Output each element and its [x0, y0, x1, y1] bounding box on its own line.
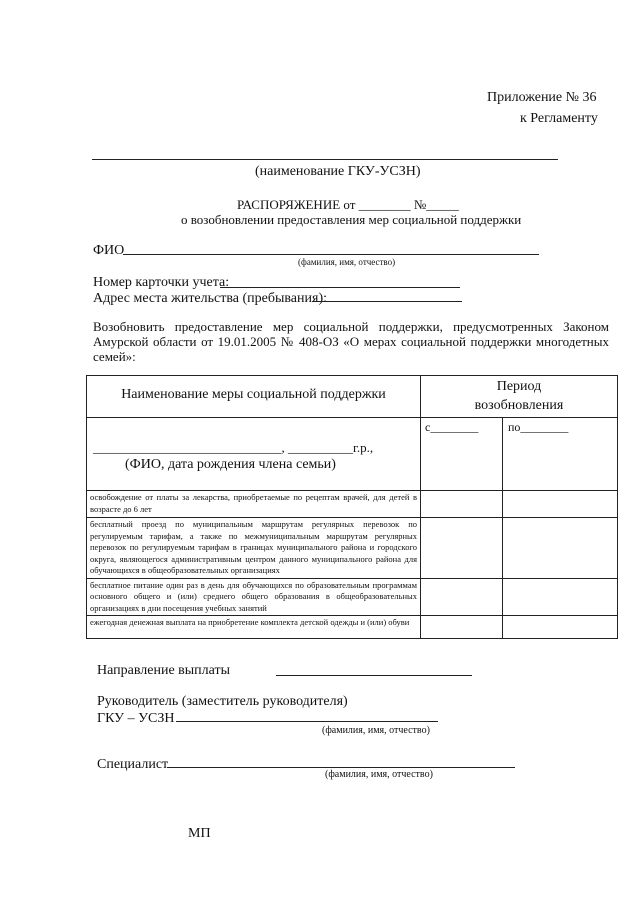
table-row	[87, 578, 618, 616]
measure-meals-to[interactable]	[503, 578, 618, 616]
payment-direction-label: Направление выплаты	[97, 663, 231, 678]
head-caption: (фамилия, имя, отчество)	[322, 725, 430, 736]
org-name-caption: (наименование ГКУ-УСЗН)	[255, 164, 421, 179]
fio-caption: (фамилия, имя, отчество)	[298, 257, 396, 267]
fio-label: ФИО	[93, 243, 125, 258]
specialist-label: Специалист	[97, 757, 169, 772]
table-row	[87, 616, 618, 639]
period-to-cell[interactable]	[503, 418, 618, 491]
measure-meals-from[interactable]	[421, 578, 503, 616]
measure-transport-to[interactable]	[503, 518, 618, 579]
table-row	[87, 518, 618, 579]
table-header-period: Период возобновления	[421, 376, 618, 418]
address-label: Адрес места жительства (пребывания):	[93, 291, 328, 306]
org-name-line[interactable]	[92, 159, 558, 160]
order-subtitle: о возобновлении предоставления мер социальной поддержки	[181, 212, 522, 227]
head-label: Руководитель (заместитель руководителя)	[97, 694, 348, 709]
specialist-signature-line[interactable]	[167, 767, 515, 768]
measure-clothing-to[interactable]	[503, 616, 618, 639]
stamp-place: МП	[188, 826, 211, 841]
fio-line[interactable]	[123, 254, 539, 255]
address-line[interactable]	[312, 301, 462, 302]
specialist-caption: (фамилия, имя, отчество)	[325, 769, 433, 780]
card-number-label: Номер карточки учета:	[93, 275, 230, 290]
family-member-cell[interactable]	[87, 418, 421, 491]
payment-direction-line[interactable]	[276, 675, 472, 676]
appendix-number: Приложение № 36	[487, 90, 597, 105]
card-number-line[interactable]	[220, 287, 460, 288]
measure-clothing-from[interactable]	[421, 616, 503, 639]
family-member-line: _____________________________, __________г.р.,	[93, 440, 374, 455]
head-org: ГКУ – УСЗН	[97, 711, 175, 726]
regulation-reference: к Регламенту	[520, 111, 598, 126]
period-to-label: по________	[508, 420, 569, 434]
measure-clothing: ежегодная денежная выплата на приобретение комплекта детской одежды и (или) обуви	[87, 616, 421, 639]
measure-medicine-to[interactable]	[503, 491, 618, 518]
head-signature-line[interactable]	[176, 721, 438, 722]
table-header-measure: Наименование меры социальной поддержки	[87, 376, 421, 418]
period-from-label: с________	[425, 420, 479, 434]
order-title: РАСПОРЯЖЕНИЕ от ________ №_____	[237, 197, 459, 212]
measure-medicine-from[interactable]	[421, 491, 503, 518]
measures-table	[86, 375, 618, 639]
resume-paragraph: Возобновить предоставление мер социальной поддержки, предусмотренных Законом Амурской области от 19.01.2005 № 408-ОЗ «О мерах социальной поддержки многодетных семей»:	[93, 319, 609, 364]
measure-transport-from[interactable]	[421, 518, 503, 579]
measure-meals: бесплатное питание один раз в день для обучающихся по образовательным программам основного общего и (или) среднего общего образования в общеобразовательных организациях в дни посещения учебных занятий	[87, 578, 421, 616]
period-from-cell[interactable]	[421, 418, 503, 491]
measure-medicine: освобождение от платы за лекарства, приобретаемые по рецептам врачей, для детей в возрасте до 6 лет	[87, 491, 421, 518]
family-member-caption: (ФИО, дата рождения члена семьи)	[125, 457, 336, 472]
measure-transport: бесплатный проезд по муниципальным маршрутам регулярных перевозок по регулируемым тарифам, а также по межмуниципальным маршрутам регулярных перевозок по регулируемым тарифам в границах муниципального района и городского округа, являющегося административным центром данного муниципального района для обучающихся в общеобразовательных организациях	[87, 518, 421, 579]
table-row	[87, 491, 618, 518]
